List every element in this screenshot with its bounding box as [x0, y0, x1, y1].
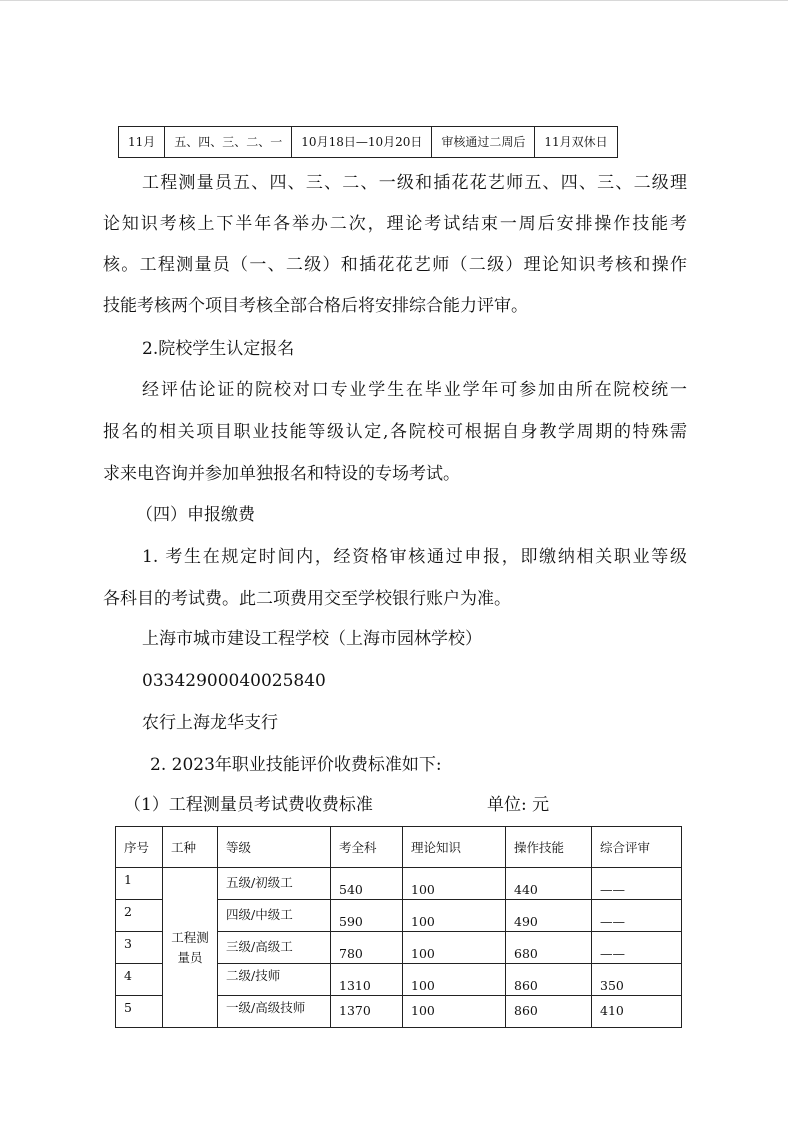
table-cell-timing: 审核通过二周后	[432, 127, 535, 158]
theory-fee-cell: 100	[403, 900, 506, 932]
page-top-border	[0, 0, 788, 1]
header-cell: 操作技能	[506, 827, 592, 868]
header-cell: 序号	[116, 827, 163, 868]
paragraph-line: 工程测量员五、四、三、二、一级和插花花艺师五、四、三、二级理	[142, 173, 687, 193]
review-fee-cell: 410	[592, 996, 682, 1028]
section-heading: 2.院校学生认定报名	[142, 339, 295, 359]
table-cell-month: 11月	[119, 127, 165, 158]
level-cell: 一级/高级技师	[218, 996, 331, 1028]
total-fee-cell: 1370	[331, 996, 403, 1028]
skill-fee-cell: 860	[506, 964, 592, 996]
bank-name: 农行上海龙华支行	[142, 713, 278, 733]
header-cell: 综合评审	[592, 827, 682, 868]
paragraph-line: 核。工程测量员（一、二级）和插花花艺师（二级）理论知识考核和操作	[103, 255, 687, 275]
table-header-row	[116, 827, 682, 868]
trade-name-line: 工程测	[171, 929, 209, 945]
level-cell: 三级/高级工	[218, 932, 331, 964]
skill-fee-cell: 440	[506, 868, 592, 900]
paragraph-line: 经评估论证的院校对口专业学生在毕业学年可参加由所在院校统一	[142, 380, 687, 400]
row-number: 5	[116, 996, 163, 1028]
header-cell: 等级	[218, 827, 331, 868]
paragraph-line: 技能考核两个项目考核全部合格后将安排综合能力评审。	[103, 296, 528, 316]
table-cell-exam-day: 11月双休日	[535, 127, 617, 158]
table-caption: （1）工程测量员考试费收费标准	[124, 795, 373, 815]
schedule-table-fragment	[118, 126, 618, 158]
unit-label: 单位: 元	[487, 795, 550, 815]
paragraph-line: 1. 考生在规定时间内，经资格审核通过申报，即缴纳相关职业等级	[142, 547, 687, 567]
row-number: 4	[116, 964, 163, 996]
theory-fee-cell: 100	[403, 964, 506, 996]
fee-table	[115, 826, 682, 1028]
table-row	[119, 127, 618, 158]
review-fee-cell: 350	[592, 964, 682, 996]
paragraph-line: 各科目的考试费。此二项费用交至学校银行账户为准。	[103, 589, 511, 609]
level-cell: 四级/中级工	[218, 900, 331, 932]
total-fee-cell: 780	[331, 932, 403, 964]
row-number: 2	[116, 900, 163, 932]
table-cell-levels: 五、四、三、二、一	[165, 127, 292, 158]
account-holder: 上海市城市建设工程学校（上海市园林学校）	[142, 629, 482, 649]
skill-fee-cell: 680	[506, 932, 592, 964]
level-cell: 五级/初级工	[218, 868, 331, 900]
level-cell: 二级/技师	[218, 964, 331, 996]
skill-fee-cell: 490	[506, 900, 592, 932]
total-fee-cell: 590	[331, 900, 403, 932]
theory-fee-cell: 100	[403, 868, 506, 900]
paragraph-line: 求来电咨询并参加单独报名和特设的专场考试。	[103, 464, 460, 484]
header-cell: 考全科	[331, 827, 403, 868]
paragraph-line: 论知识考核上下半年各举办二次，理论考试结束一周后安排操作技能考	[103, 214, 687, 234]
section-heading: （四）申报缴费	[136, 505, 255, 525]
theory-fee-cell: 100	[403, 932, 506, 964]
trade-cell	[163, 868, 218, 1028]
table-cell-date-range: 10月18日—10月20日	[292, 127, 432, 158]
review-fee-cell: ——	[592, 900, 682, 932]
total-fee-cell: 540	[331, 868, 403, 900]
header-cell: 工种	[163, 827, 218, 868]
paragraph-line: 报名的相关项目职业技能等级认定,各院校可根据自身教学周期的特殊需	[103, 422, 687, 442]
review-fee-cell: ——	[592, 868, 682, 900]
theory-fee-cell: 100	[403, 996, 506, 1028]
table-row	[116, 868, 682, 900]
header-cell: 理论知识	[403, 827, 506, 868]
account-number: 03342900040025840	[142, 671, 326, 691]
skill-fee-cell: 860	[506, 996, 592, 1028]
fee-standard-heading: 2. 2023年职业技能评价收费标准如下:	[150, 755, 442, 775]
row-number: 1	[116, 868, 163, 900]
review-fee-cell: ——	[592, 932, 682, 964]
total-fee-cell: 1310	[331, 964, 403, 996]
row-number: 3	[116, 932, 163, 964]
trade-name-line: 量员	[177, 949, 203, 965]
